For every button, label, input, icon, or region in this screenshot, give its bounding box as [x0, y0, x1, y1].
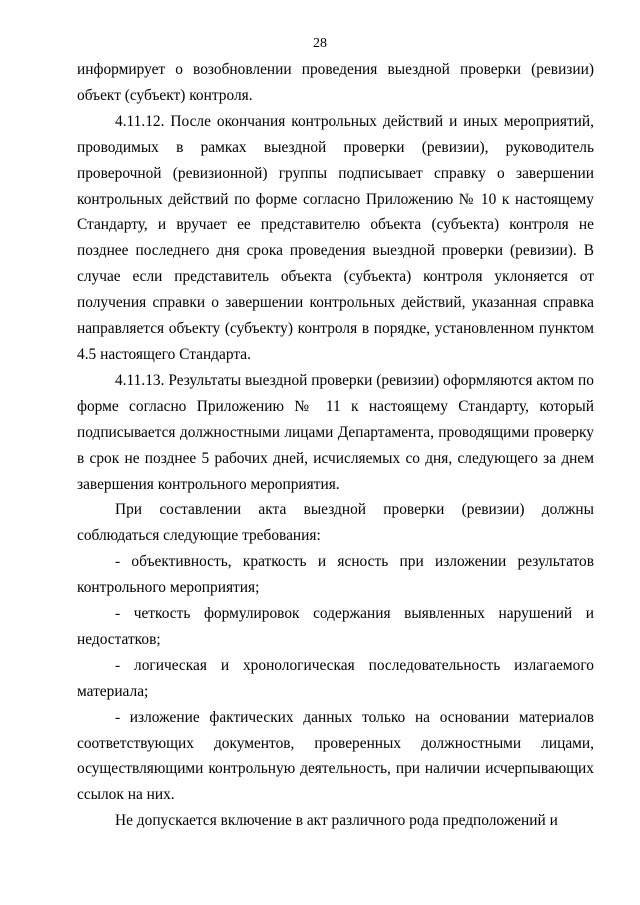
paragraph-requirements-intro: При составлении акта выездной проверки (ревизии) должны соблюдаться следующие требования:: [77, 501, 594, 545]
requirement-item-objectivity: - объективность, краткость и ясность при изложении результатов контрольного мероприятия;: [77, 553, 594, 597]
page-number: 28: [313, 36, 327, 51]
paragraph-not-allowed: Не допускается включение в акт различного рода предположений и: [115, 812, 558, 830]
paragraph-4-11-13: 4.11.13. Результаты выездной проверки (ревизии) оформляются актом по форме согласно Приложению № 11 к настоящему Стандарту, который подписывается должностными лицами Департамента, проводящими проверку в срок не позднее 5 рабочих дней, исчисляемых со дня, следующего за днем завершения контрольного мероприятия.: [77, 371, 594, 493]
requirement-item-clarity: - четкость формулировок содержания выявленных нарушений и недостатков;: [77, 605, 594, 648]
requirement-item-sequence: - логическая и хронологическая последовательность излагаемого материала;: [77, 656, 594, 700]
paragraph-continuation: информирует о возобновлении проведения выездной проверки (ревизии) объект (субъект) контроля.: [77, 61, 594, 104]
document-body: [77, 57, 594, 834]
requirement-item-facts: - изложение фактических данных только на основании материалов соответствующих документов, проверенных должностными лицами, осуществляющими контрольную деятельность, при наличии исчерпывающих ссылок на них.: [77, 708, 594, 804]
paragraph-4-11-12: 4.11.12. После окончания контрольных действий и иных мероприятий, проводимых в рамках выездной проверки (ревизии), руководитель проверочной (ревизионной) группы подписывает справку о завершении контрольных действий по форме согласно Приложению № 10 к настоящему Стандарту, и вручает ее представителю объекта (субъекта) контроля не позднее последнего дня срока проведения выездной проверки (ревизии). В случае если представитель объекта (субъекта) контроля уклоняется от получения справки о завершении контрольных действий, указанная справка направляется объекту (субъекту) контроля в порядке, установленном пунктом 4.5 настоящего Стандарта.: [77, 112, 594, 363]
